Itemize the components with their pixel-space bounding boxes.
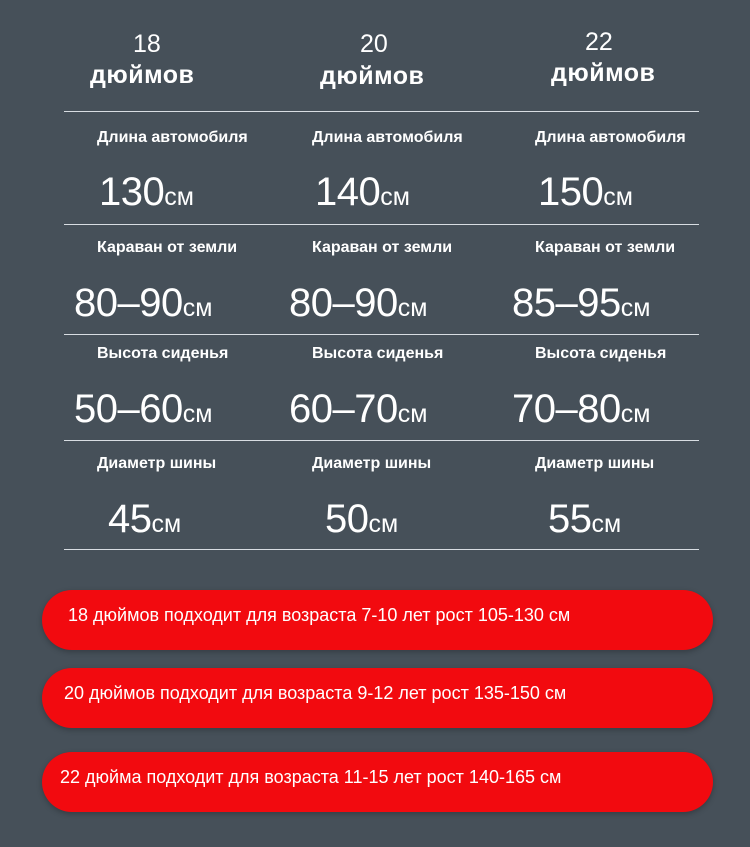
row-label-seat-height: Высота сиденья [312, 345, 444, 362]
row-label-length: Длина автомобиля [312, 129, 463, 146]
row-label-tire-diameter: Диаметр шины [312, 455, 432, 472]
age-note-22 [42, 752, 713, 812]
row-label-clearance: Караван от земли [312, 239, 453, 256]
value-seat-height-22: 70–80см [512, 387, 651, 431]
divider [64, 334, 699, 335]
row-label-length: Длина автомобиля [97, 129, 248, 146]
value-seat-height-18: 50–60см [74, 387, 213, 431]
value-clearance-22: 85–95см [512, 281, 651, 325]
value-length-22: 150см [538, 170, 633, 214]
value-clearance-20: 80–90см [289, 281, 428, 325]
divider [64, 224, 699, 225]
value-tire-diameter-18: 45см [108, 497, 182, 541]
age-note-text: 22 дюйма подходит для возраста 11-15 лет рост 140-165 см [60, 767, 562, 787]
age-note-text: 18 дюймов подходит для возраста 7-10 лет рост 105-130 см [68, 605, 571, 625]
age-note-20 [42, 668, 713, 728]
size-number: 20 [360, 30, 388, 58]
size-number: 18 [133, 30, 161, 58]
divider [64, 440, 699, 441]
value-length-20: 140см [315, 170, 410, 214]
divider [64, 111, 699, 112]
age-note-18 [42, 590, 713, 650]
size-unit-word: дюймов [90, 61, 195, 89]
size-number: 22 [585, 28, 613, 56]
size-unit-word: дюймов [551, 59, 656, 87]
row-label-clearance: Караван от земли [97, 239, 238, 256]
divider [64, 549, 699, 550]
row-label-length: Длина автомобиля [535, 129, 686, 146]
row-label-tire-diameter: Диаметр шины [535, 455, 655, 472]
row-label-tire-diameter: Диаметр шины [97, 455, 217, 472]
size-unit-word: дюймов [320, 62, 425, 90]
row-label-clearance: Караван от земли [535, 239, 676, 256]
age-note-text: 20 дюймов подходит для возраста 9-12 лет рост 135-150 см [64, 683, 567, 703]
value-clearance-18: 80–90см [74, 281, 213, 325]
value-length-18: 130см [99, 170, 194, 214]
row-label-seat-height: Высота сиденья [97, 345, 229, 362]
value-seat-height-20: 60–70см [289, 387, 428, 431]
value-tire-diameter-20: 50см [325, 497, 399, 541]
value-tire-diameter-22: 55см [548, 497, 622, 541]
row-label-seat-height: Высота сиденья [535, 345, 667, 362]
